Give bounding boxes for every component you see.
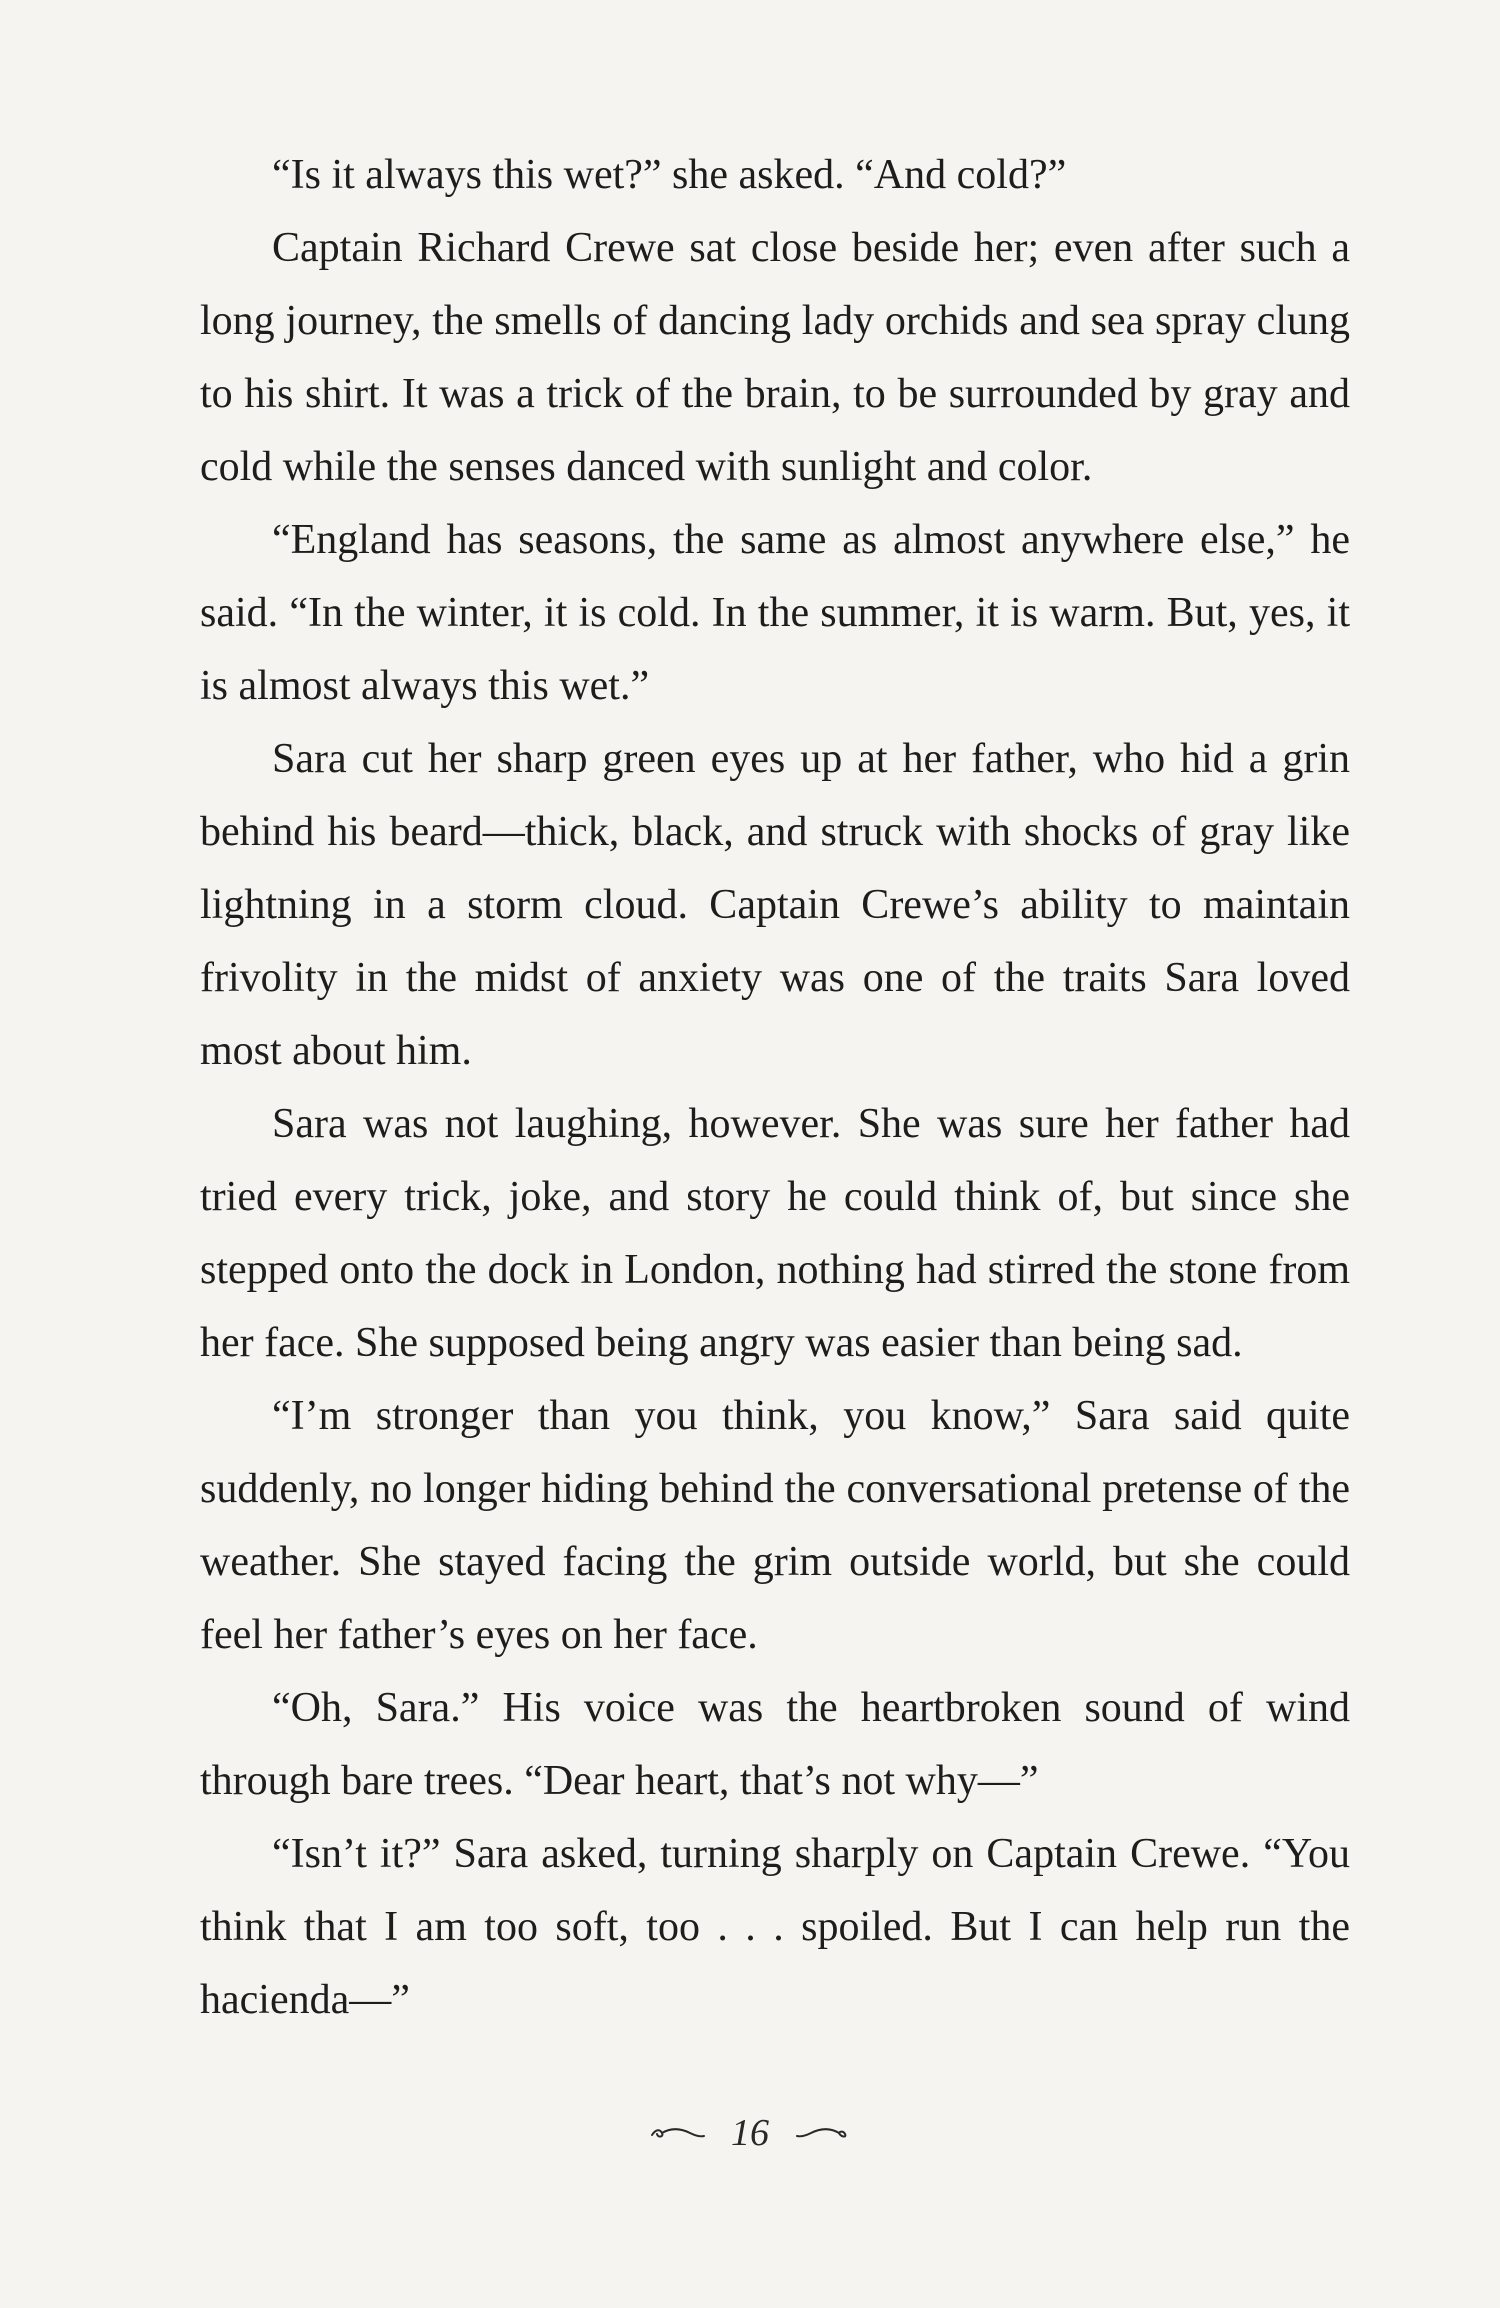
paragraph-5: Sara was not laughing, however. She was sure her father had tried every trick, joke, and story he could think of, but since she stepped onto the dock in London, nothing had stirred the stone from her face. She supposed being angry was easier than being sad. [200, 1101, 1350, 1366]
paragraph-2: Captain Richard Crewe sat close beside her; even after such a long journey, the smells of dancing lady orchids and sea spray clung to his shirt. It was a trick of the brain, to be surrounded by gray and cold while the senses danced with sunlight and color. [200, 225, 1350, 490]
folio [0, 2108, 1500, 2155]
body-text [200, 139, 1350, 2037]
left-flourish-icon [648, 2123, 708, 2143]
page-number: 16 [731, 2112, 769, 2155]
right-flourish-icon [793, 2123, 853, 2143]
paragraph-7: “Oh, Sara.” His voice was the heartbroken sound of wind through bare trees. “Dear heart, that’s not why—” [200, 1685, 1350, 1804]
paragraph-3: “England has seasons, the same as almost anywhere else,” he said. “In the winter, it is cold. In the summer, it is warm. But, yes, it is almost always this wet.” [200, 517, 1350, 709]
paragraph-1: “Is it always this wet?” she asked. “And cold?” [272, 152, 1067, 198]
paragraph-4: Sara cut her sharp green eyes up at her father, who hid a grin behind his beard—thick, black, and struck with shocks of gray like lightning in a storm cloud. Captain Crewe’s ability to maintain frivolity in the midst of anxiety was one of the traits Sara loved most about him. [200, 736, 1350, 1074]
paragraph-8: “Isn’t it?” Sara asked, turning sharply on Captain Crewe. “You think that I am too soft, too . . . spoiled. But I can help run the hacienda—” [200, 1831, 1350, 2023]
paragraph-6: “I’m stronger than you think, you know,” Sara said quite suddenly, no longer hiding behind the conversational pretense of the weather. She stayed facing the grim outside world, but she could feel her father’s eyes on her face. [200, 1393, 1350, 1658]
